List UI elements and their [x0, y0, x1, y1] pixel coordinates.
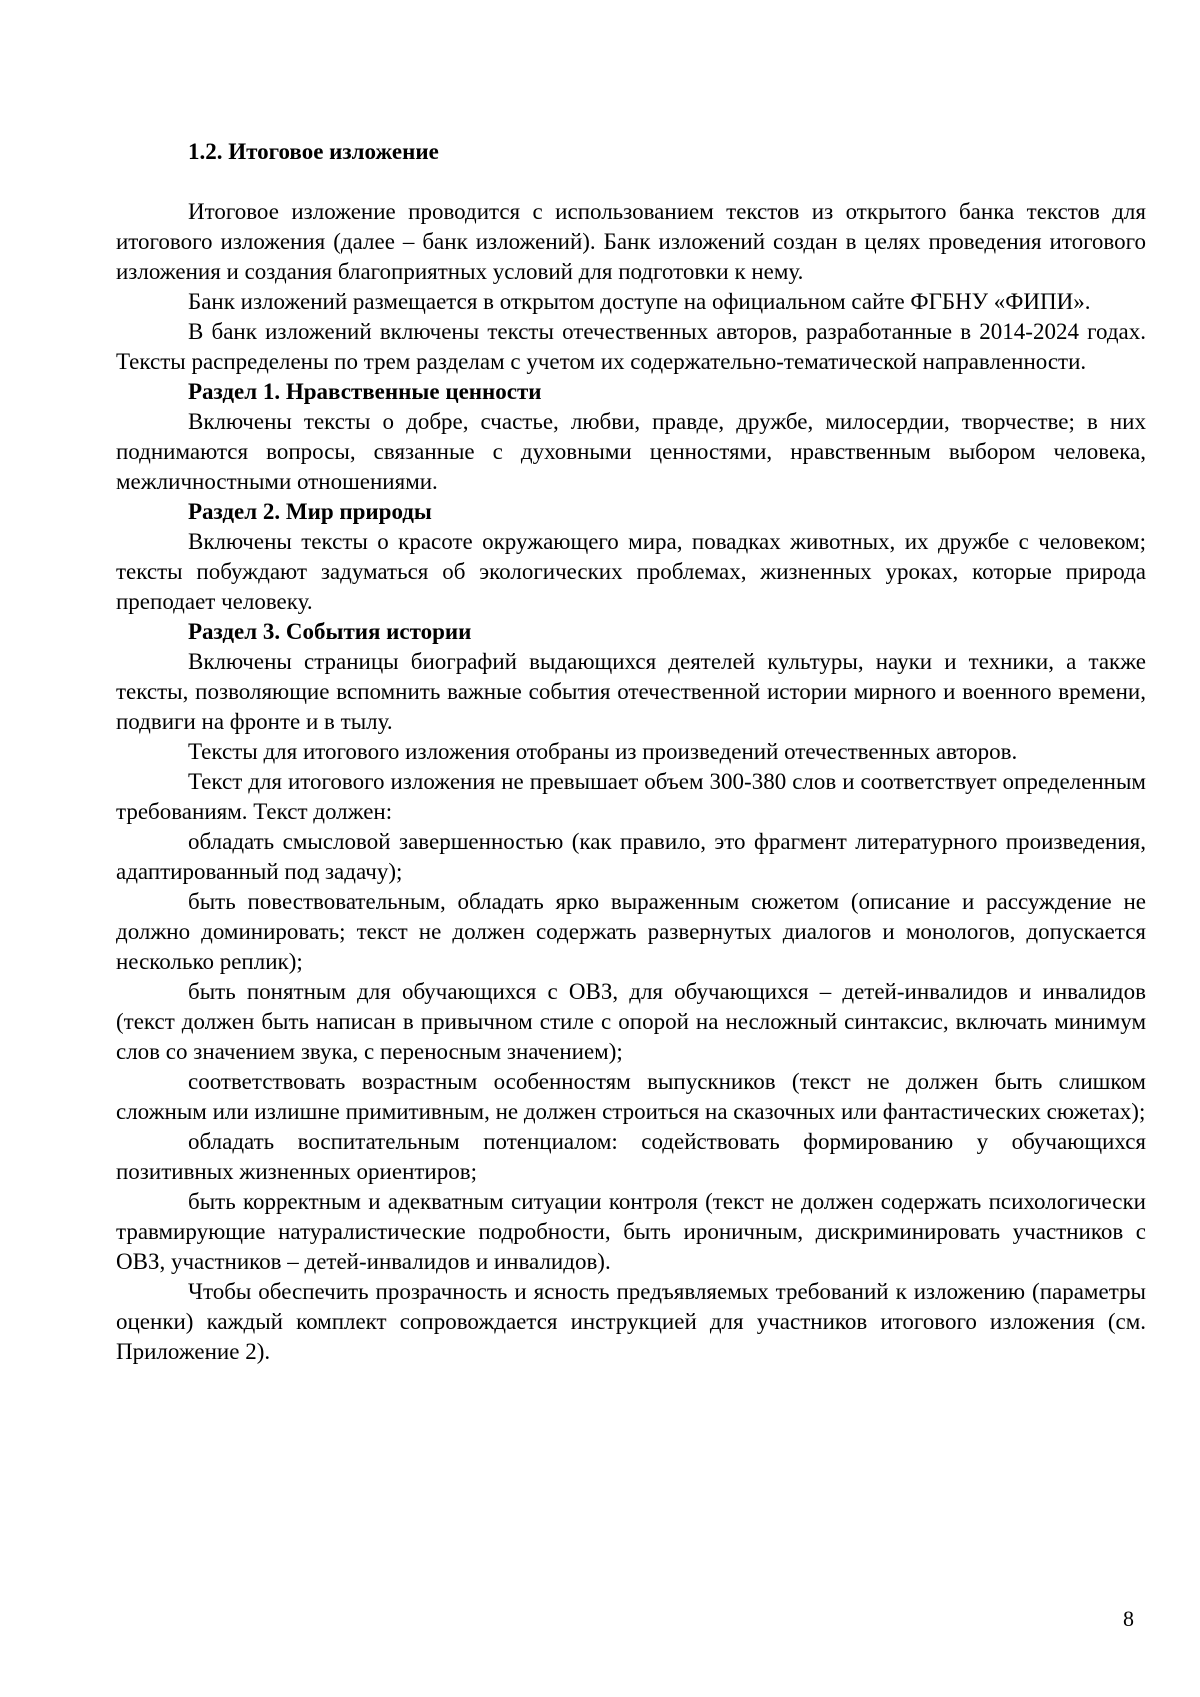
section-text-moral-values: Включены тексты о добре, счастье, любви, правде, дружбе, милосердии, творчестве; в них поднимаются вопросы, связанные с духовными ценностями, нравственным выбором человека, межличностными отношениями. — [116, 409, 1146, 494]
section-heading-history: Раздел 3. События истории — [188, 619, 472, 644]
requirement-item: обладать смысловой завершенностью (как правило, это фрагмент литературного произведения, адаптированный под задачу); — [116, 829, 1146, 884]
requirement-item: соответствовать возрастным особенностям выпускников (текст не должен быть слишком сложным или излишне примитивным, не должен строиться на сказочных или фантастических сюжетах); — [116, 1069, 1146, 1124]
section-heading-moral-values: Раздел 1. Нравственные ценности — [188, 379, 542, 404]
page-number: 8 — [1123, 1606, 1134, 1631]
paragraph-bank-location: Банк изложений размещается в открытом доступе на официальном сайте ФГБНУ «ФИПИ». — [188, 289, 1091, 314]
paragraph-text-requirements-intro: Текст для итогового изложения не превышает объем 300-380 слов и соответствует определенным требованиям. Текст должен: — [116, 769, 1146, 824]
section-heading-nature: Раздел 2. Мир природы — [188, 499, 432, 524]
requirement-item: быть повествовательным, обладать ярко выраженным сюжетом (описание и рассуждение не должно доминировать; текст не должен содержать развернутых диалогов и монологов, допускается несколько реплик); — [116, 889, 1146, 974]
paragraph-bank-intro: Итоговое изложение проводится с использованием текстов из открытого банка текстов для итогового изложения (далее – банк изложений). Банк изложений создан в целях проведения итогового изложения и создания благоприятных условий для подготовки к нему. — [116, 199, 1146, 284]
section-title: 1.2. Итоговое изложение — [188, 139, 439, 164]
requirement-item: обладать воспитательным потенциалом: содействовать формированию у обучающихся позитивных жизненных ориентиров; — [116, 1129, 1146, 1184]
page-content — [116, 137, 1146, 1367]
requirement-item: быть корректным и адекватным ситуации контроля (текст не должен содержать психологически травмирующие натуралистические подробности, быть ироничным, дискриминировать участников с ОВЗ, участников – детей-инвалидов и инвалидов). — [116, 1189, 1146, 1274]
section-text-nature: Включены тексты о красоте окружающего мира, повадках животных, их дружбе с человеком; тексты побуждают задуматься об экологических проблемах, жизненных уроках, которые природа преподает человеку. — [116, 529, 1146, 614]
requirement-item: быть понятным для обучающихся с ОВЗ, для обучающихся – детей-инвалидов и инвалидов (текст должен быть написан в привычном стиле с опорой на несложный синтаксис, включать минимум слов со значением звука, с переносным значением); — [116, 979, 1146, 1064]
paragraph-closing: Чтобы обеспечить прозрачность и ясность предъявляемых требований к изложению (параметры оценки) каждый комплект сопровождается инструкцией для участников итогового изложения (см. Приложение 2). — [116, 1279, 1146, 1364]
section-text-history: Включены страницы биографий выдающихся деятелей культуры, науки и техники, а также тексты, позволяющие вспомнить важные события отечественной истории мирного и военного времени, подвиги на фронте и в тылу. — [116, 649, 1146, 734]
paragraph-texts-selected: Тексты для итогового изложения отобраны из произведений отечественных авторов. — [188, 739, 1018, 764]
paragraph-bank-contents: В банк изложений включены тексты отечественных авторов, разработанные в 2014-2024 годах. Тексты распределены по трем разделам с учетом их содержательно-тематической направленности. — [116, 319, 1146, 374]
